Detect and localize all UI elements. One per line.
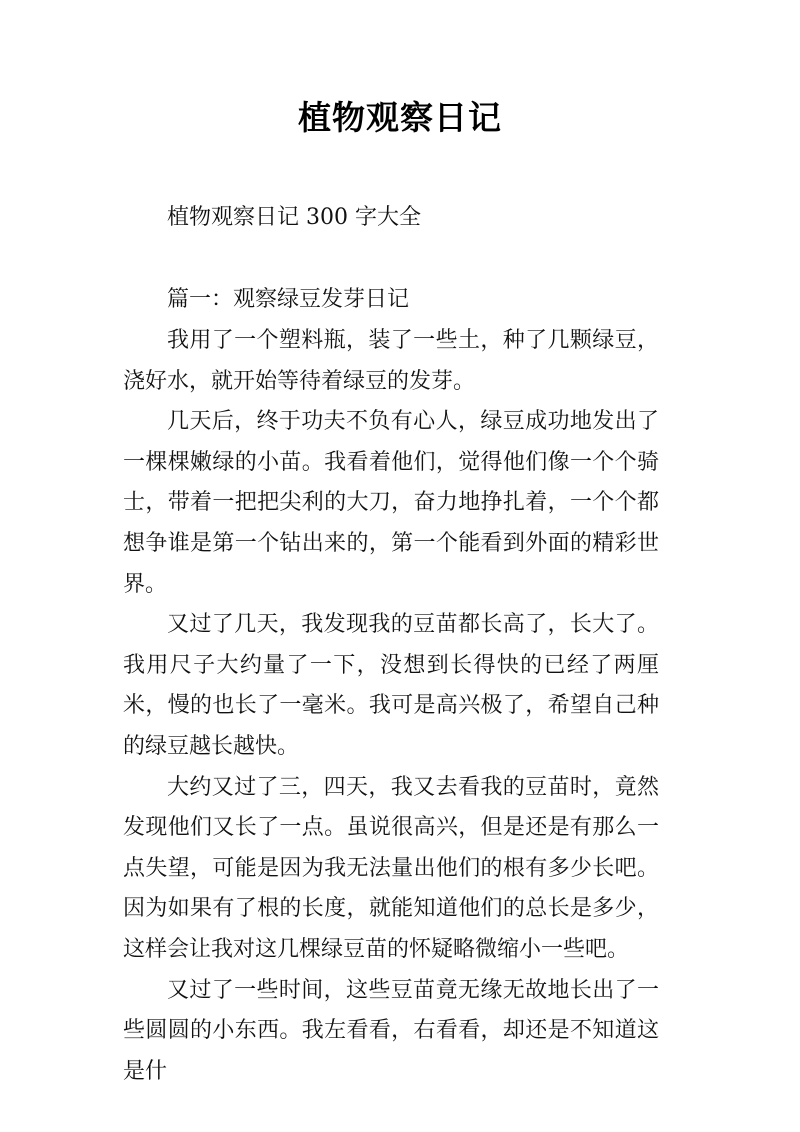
document-subtitle: 植物观察日记 300 字大全 — [167, 205, 421, 230]
paragraph: 我用了一个塑料瓶，装了一些土，种了几颗绿豆，浇好水，就开始等待着绿豆的发芽。 — [123, 328, 659, 394]
paragraph: 又过了一些时间，这些豆苗竟无缘无故地长出了一些圆圆的小东西。我左看看，右看看，却还是不知道这是什 — [123, 977, 659, 1084]
chapter-heading: 篇一：观察绿豆发芽日记 — [167, 287, 410, 312]
paragraph: 几天后，终于功夫不负有心人，绿豆成功地发出了一棵棵嫩绿的小苗。我看着他们，觉得他们像一个个骑士，带着一把把尖利的大刀，奋力地挣扎着，一个个都想争谁是第一个钻出来的，第一个能看到外面的精彩世界。 — [123, 409, 659, 597]
paragraph: 大约又过了三，四天，我又去看我的豆苗时，竟然发现他们又长了一点。虽说很高兴，但是还是有那么一点失望，可能是因为我无法量出他们的根有多少长吧。因为如果有了根的长度，就能知道他们的总长是多少，这样会让我对这几棵绿豆苗的怀疑略微缩小一些吧。 — [123, 774, 659, 962]
document-title: 植物观察日记 — [298, 98, 502, 137]
body-paragraphs — [123, 321, 659, 1092]
paragraph: 又过了几天，我发现我的豆苗都长高了，长大了。我用尺子大约量了一下，没想到长得快的已经了两厘米，慢的也长了一毫米。我可是高兴极了，希望自己种的绿豆越长越快。 — [123, 612, 659, 759]
